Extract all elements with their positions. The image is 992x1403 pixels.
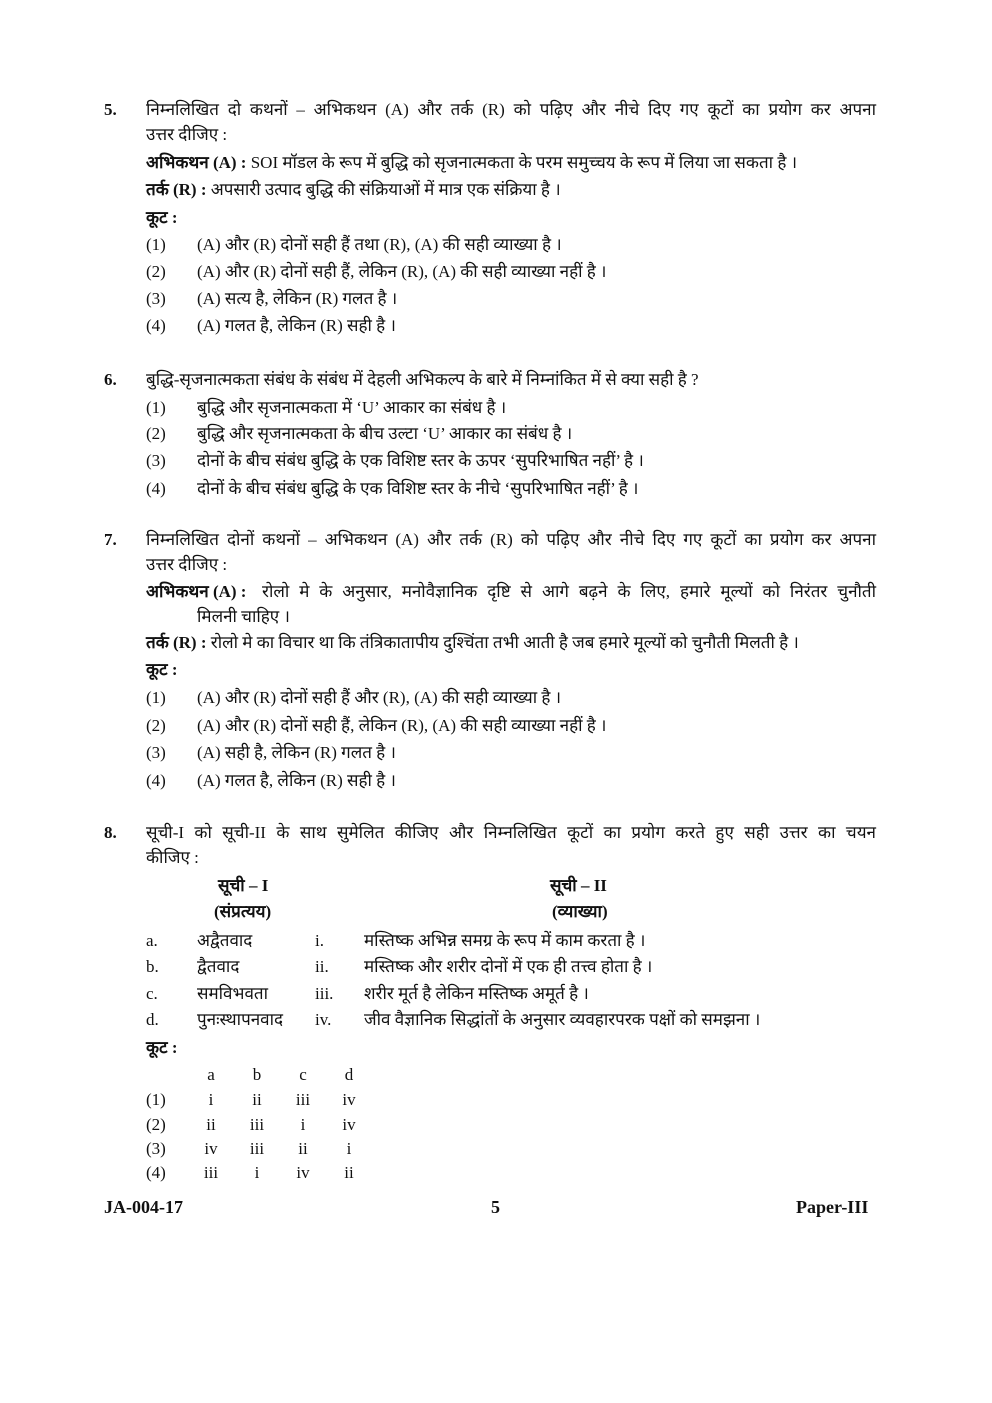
assertion-label: अभिकथन (A) : xyxy=(146,153,247,172)
assertion-text: SOI मॉडल के रूप में बुद्धि को सृजनात्मकता के परम समुच्चय के रूप में लिया जा सकता है । xyxy=(250,153,798,172)
q6-option-text: बुद्धि और सृजनात्मकता में ‘U’ आकार का संबंध है । xyxy=(197,398,507,417)
q5-stem: निम्नलिखित दो कथनों – अभिकथन (A) और तर्क (R) को पढ़िए और नीचे दिए गए कूटों का प्रयोग कर अपना xyxy=(146,100,876,119)
footer-paper: Paper-III xyxy=(796,1197,869,1217)
code-num: (1) xyxy=(146,1090,166,1109)
q5-option-num: (3) xyxy=(146,289,166,308)
match-explanation: मस्तिष्क अभिन्न समग्र के रूप में काम करता है । xyxy=(364,931,646,950)
match-explanation: जीव वैज्ञानिक सिद्धांतों के अनुसार व्यवहारपरक पक्षों को समझना । xyxy=(364,1010,761,1029)
code-num: (3) xyxy=(146,1139,166,1158)
q8-stem-cont: कीजिए : xyxy=(146,848,199,867)
code-value: ii xyxy=(298,1139,308,1158)
q7-option-text: (A) और (R) दोनों सही हैं, लेकिन (R), (A) की सही व्याख्या नहीं है । xyxy=(197,716,607,735)
match-explanation: मस्तिष्क और शरीर दोनों में एक ही तत्त्व होता है । xyxy=(364,957,653,976)
q6-number: 6. xyxy=(104,370,117,389)
q7-option-num: (4) xyxy=(146,771,166,790)
q5-reason xyxy=(146,179,561,201)
code-value: i xyxy=(346,1139,352,1158)
reason-text: रोलो मे का विचार था कि तंत्रिकातापीय दुश्चिंता तभी आती है जब हमारे मूल्यों को चुनौती मिलती है । xyxy=(210,633,799,652)
q6-option-num: (4) xyxy=(146,479,166,498)
q8-stem: सूची-I को सूची-II के साथ सुमेलित कीजिए और निम्नलिखित कूटों का प्रयोग करते हुए सही उत्तर का चयन xyxy=(146,823,876,842)
code-value: iv xyxy=(342,1090,356,1109)
q7-assertion-cont: मिलनी चाहिए । xyxy=(197,607,290,626)
match-concept: द्वैतवाद xyxy=(197,957,240,976)
q7-assertion-label: अभिकथन (A) : xyxy=(146,582,247,601)
code-num: (4) xyxy=(146,1163,166,1182)
q6-option-num: (1) xyxy=(146,398,166,417)
q5-assertion xyxy=(146,152,797,174)
q6-option-text: दोनों के बीच संबंध बुद्धि के एक विशिष्ट स्तर के ऊपर ‘सुपरिभाषित नहीं’ है । xyxy=(197,451,644,470)
footer-page-number: 5 xyxy=(491,1197,500,1217)
match-roman: ii. xyxy=(315,957,329,976)
q5-option-text: (A) और (R) दोनों सही हैं, लेकिन (R), (A) की सही व्याख्या नहीं है । xyxy=(197,262,607,281)
match-key: d. xyxy=(146,1010,159,1029)
q7-option-num: (1) xyxy=(146,688,166,707)
q7-assertion-text: रोलो मे के अनुसार, मनोवैज्ञानिक दृष्टि से आगे बढ़ने के लिए, हमारे मूल्यों को निरंतर चुनौती xyxy=(262,582,876,601)
code-header: d xyxy=(344,1065,354,1084)
code-value: ii xyxy=(344,1163,354,1182)
match-key: b. xyxy=(146,957,159,976)
q5-option-text: (A) सत्य है, लेकिन (R) गलत है । xyxy=(197,289,398,308)
q6-option-text: दोनों के बीच संबंध बुद्धि के एक विशिष्ट स्तर के नीचे ‘सुपरिभाषित नहीं’ है । xyxy=(197,479,639,498)
code-value: iv xyxy=(342,1115,356,1134)
q7-codes-label: कूट : xyxy=(146,660,178,679)
q7-option-text: (A) और (R) दोनों सही हैं और (R), (A) की सही व्याख्या है । xyxy=(197,688,562,707)
code-value: iii xyxy=(249,1139,265,1158)
code-header: c xyxy=(299,1065,307,1084)
q8-number: 8. xyxy=(104,823,117,842)
code-value: i xyxy=(254,1163,260,1182)
reason-label: तर्क (R) : xyxy=(146,180,207,199)
q5-stem-cont: उत्तर दीजिए : xyxy=(146,125,228,144)
q5-option-text: (A) और (R) दोनों सही हैं तथा (R), (A) की सही व्याख्या है । xyxy=(197,235,562,254)
reason-text: अपसारी उत्पाद बुद्धि की संक्रियाओं में मात्र एक संक्रिया है । xyxy=(210,180,561,199)
q7-option-text: (A) सही है, लेकिन (R) गलत है । xyxy=(197,743,396,762)
q7-stem: निम्नलिखित दोनों कथनों – अभिकथन (A) और तर्क (R) को पढ़िए और नीचे दिए गए कूटों का प्रयोग कर अपना xyxy=(146,530,876,549)
list1-title: सूची – I xyxy=(218,876,269,895)
match-key: c. xyxy=(146,984,158,1003)
match-concept: अद्वैतवाद xyxy=(197,931,253,950)
code-header: b xyxy=(252,1065,262,1084)
code-value: i xyxy=(208,1090,214,1109)
q6-option-num: (2) xyxy=(146,424,166,443)
q7-option-num: (2) xyxy=(146,716,166,735)
q5-codes-label: कूट : xyxy=(146,208,178,227)
match-key: a. xyxy=(146,931,158,950)
q5-option-num: (1) xyxy=(146,235,166,254)
reason-label: तर्क (R) : xyxy=(146,633,207,652)
match-explanation: शरीर मूर्त है लेकिन मस्तिष्क अमूर्त है । xyxy=(364,984,589,1003)
match-concept: समविभवता xyxy=(197,984,269,1003)
code-value: iv xyxy=(296,1163,310,1182)
code-value: iii xyxy=(249,1115,265,1134)
list1-subtitle: (संप्रत्यय) xyxy=(214,902,272,921)
code-value: ii xyxy=(252,1090,262,1109)
match-roman: iv. xyxy=(315,1010,332,1029)
q6-option-num: (3) xyxy=(146,451,166,470)
code-value: ii xyxy=(206,1115,216,1134)
code-header: a xyxy=(207,1065,215,1084)
q8-codes-label: कूट : xyxy=(146,1038,178,1057)
code-value: iv xyxy=(204,1139,218,1158)
list2-title: सूची – II xyxy=(550,876,607,895)
code-value: iii xyxy=(295,1090,311,1109)
code-value: iii xyxy=(203,1163,219,1182)
q7-reason xyxy=(146,632,799,654)
q7-option-num: (3) xyxy=(146,743,166,762)
q7-number: 7. xyxy=(104,530,117,549)
match-roman: iii. xyxy=(315,984,334,1003)
q5-number: 5. xyxy=(104,100,117,119)
code-value: i xyxy=(300,1115,306,1134)
match-concept: पुनःस्थापनवाद xyxy=(197,1010,284,1029)
q5-option-num: (4) xyxy=(146,316,166,335)
code-num: (2) xyxy=(146,1115,166,1134)
q6-stem: बुद्धि-सृजनात्मकता संबंध के संबंध में देहली अभिकल्प के बारे में निम्नांकित में से क्या सही है ? xyxy=(146,370,699,389)
q5-option-num: (2) xyxy=(146,262,166,281)
q5-option-text: (A) गलत है, लेकिन (R) सही है । xyxy=(197,316,396,335)
q7-option-text: (A) गलत है, लेकिन (R) सही है । xyxy=(197,771,396,790)
footer-code: JA-004-17 xyxy=(104,1197,183,1217)
match-roman: i. xyxy=(315,931,324,950)
q6-option-text: बुद्धि और सृजनात्मकता के बीच उल्टा ‘U’ आकार का संबंध है । xyxy=(197,424,573,443)
q7-stem-cont: उत्तर दीजिए : xyxy=(146,555,228,574)
list2-subtitle: (व्याख्या) xyxy=(552,902,608,921)
